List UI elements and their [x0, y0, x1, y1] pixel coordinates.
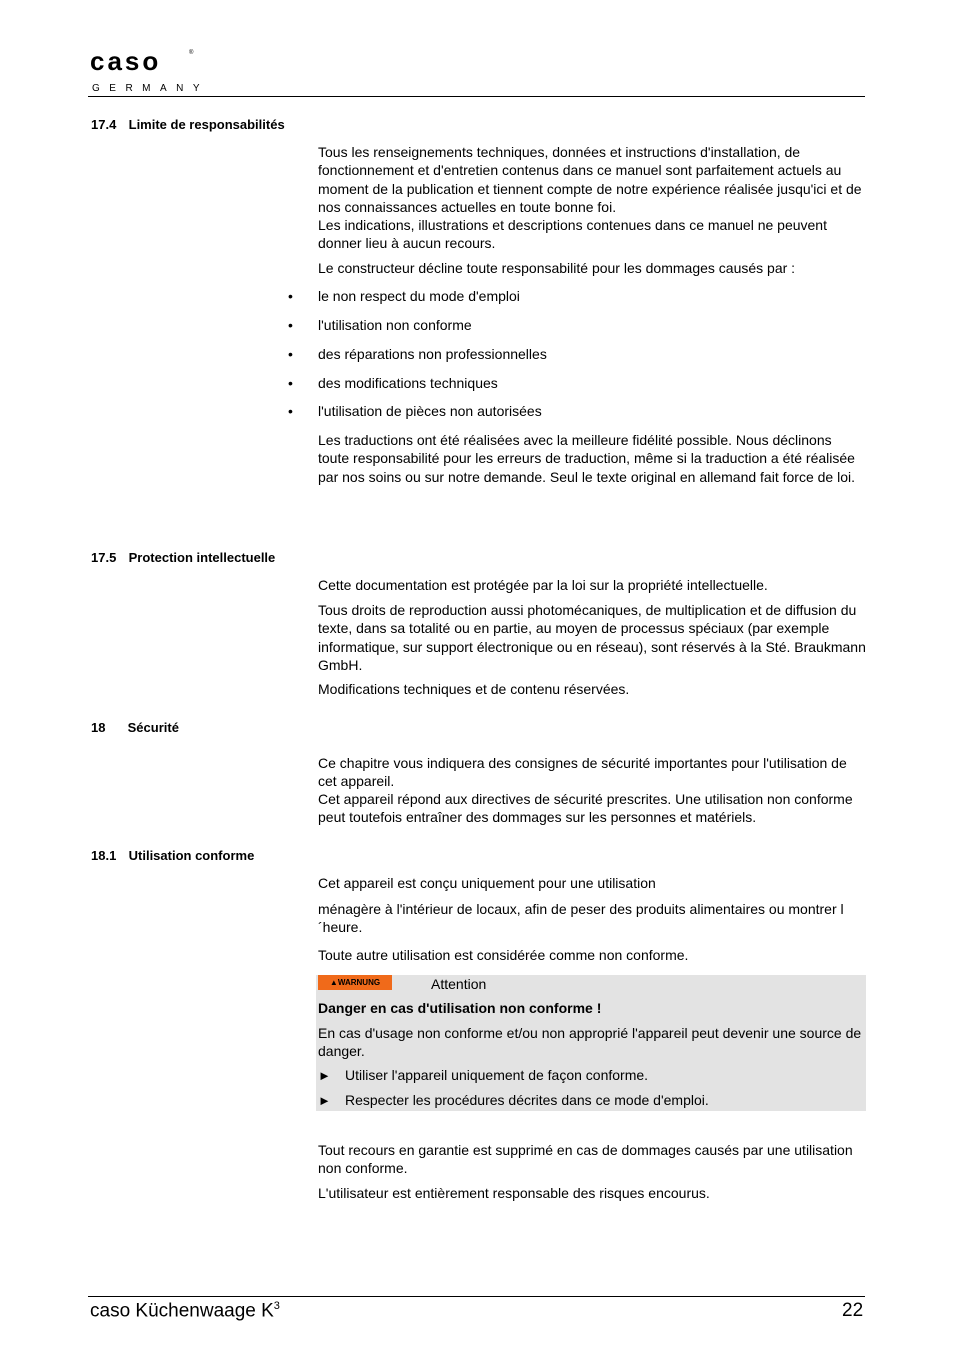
- paragraph: Cet appareil répond aux directives de sécurité prescrites. Une utilisation non conforme peut toutefois entraîner des dommages sur les personnes et matériels.: [318, 791, 853, 826]
- paragraph: Modifications techniques et de contenu réservées.: [318, 681, 630, 697]
- list-item: des modifications techniques: [318, 375, 498, 391]
- bullet-icon: •: [288, 317, 293, 333]
- list-item: l'utilisation de pièces non autorisées: [318, 403, 542, 419]
- paragraph: Les traductions ont été réalisées avec la meilleure fidélité possible. Nous déclinons toute responsabilité pour les erreurs de traduction, même si la traduction a été réalisée par nos soins ou sur notre demande. Seul le texte original en allemand fait force de loi.: [318, 432, 855, 485]
- footer-divider: [88, 1296, 865, 1297]
- list-item: le non respect du mode d'emploi: [318, 288, 520, 304]
- warning-step: Utiliser l'appareil uniquement de façon conforme.: [345, 1067, 649, 1083]
- section-heading-17-5: 17.5 Protection intellectuelle: [91, 550, 276, 565]
- section-heading-17-4: 17.4 Limite de responsabilités: [91, 117, 285, 132]
- bullet-icon: •: [288, 288, 293, 304]
- list-item: l'utilisation non conforme: [318, 317, 472, 333]
- paragraph: Toute autre utilisation est considérée comme non conforme.: [318, 947, 689, 963]
- warning-text: En cas d'usage non conforme et/ou non approprié l'appareil peut devenir une source de danger.: [318, 1025, 862, 1060]
- brand-logo: caso: [90, 46, 162, 76]
- list-item: des réparations non professionnelles: [318, 346, 547, 362]
- paragraph: Cet appareil est conçu uniquement pour une utilisation: [318, 875, 656, 891]
- paragraph: Cette documentation est protégée par la loi sur la propriété intellectuelle.: [318, 577, 768, 593]
- arrow-right-icon: ►: [318, 1093, 331, 1108]
- paragraph: Ce chapitre vous indiquera des consignes de sécurité importantes pour l'utilisation de cet appareil.: [318, 755, 847, 790]
- bullet-icon: •: [288, 375, 293, 391]
- warning-badge: ▲WARNUNG: [318, 975, 392, 990]
- paragraph: Tout recours en garantie est supprimé en cas de dommages causés par une utilisation non conforme.: [318, 1142, 853, 1177]
- paragraph: Tous droits de reproduction aussi photomécaniques, de multiplication et de diffusion du texte, dans sa totalité ou en partie, au moyen de processus spéciaux (par exemple informatique, sur support électronique ou en réseau), sont réservés à la Sté. Braukmann GmbH.: [318, 602, 866, 673]
- registered-mark: ®: [189, 50, 194, 56]
- page-number: 22: [842, 1300, 864, 1321]
- footer-title: caso Küchenwaage $K^3$: [90, 1300, 280, 1322]
- arrow-right-icon: ►: [318, 1068, 331, 1083]
- paragraph: Le constructeur décline toute responsabilité pour les dommages causés par :: [318, 260, 796, 276]
- header-divider: [88, 96, 865, 97]
- warning-title: Danger en cas d'utilisation non conforme !: [318, 1000, 602, 1016]
- bullet-icon: •: [288, 403, 293, 419]
- paragraph: ménagère à l'intérieur de locaux, afin de peser des produits alimentaires ou montrer l´heure.: [318, 901, 844, 936]
- paragraph: L'utilisateur est entièrement responsable des risques encourus.: [318, 1185, 710, 1201]
- paragraph: Les indications, illustrations et descriptions contenues dans ce manuel ne peuvent donner lieu à aucun recours.: [318, 217, 827, 252]
- paragraph: Tous les renseignements techniques, données et instructions d'installation, de fonctionnement et d'entretien contenus dans ce manuel sont parfaitement actuels au moment de la publication et tiennent compte de notre expérience réalisée jusqu'ici et de nos connaissances actuelles en toute bonne foi.: [318, 144, 862, 215]
- section-heading-18: 18 Sécurité: [91, 720, 179, 735]
- warning-step: Respecter les procédures décrites dans ce mode d'emploi.: [345, 1092, 709, 1108]
- brand-subtitle: GERMANY: [92, 83, 210, 94]
- warning-label: Attention: [431, 976, 487, 992]
- bullet-icon: •: [288, 346, 293, 362]
- warning-triangle-icon: ▲: [329, 978, 338, 987]
- section-heading-18-1: 18.1 Utilisation conforme: [91, 848, 255, 863]
